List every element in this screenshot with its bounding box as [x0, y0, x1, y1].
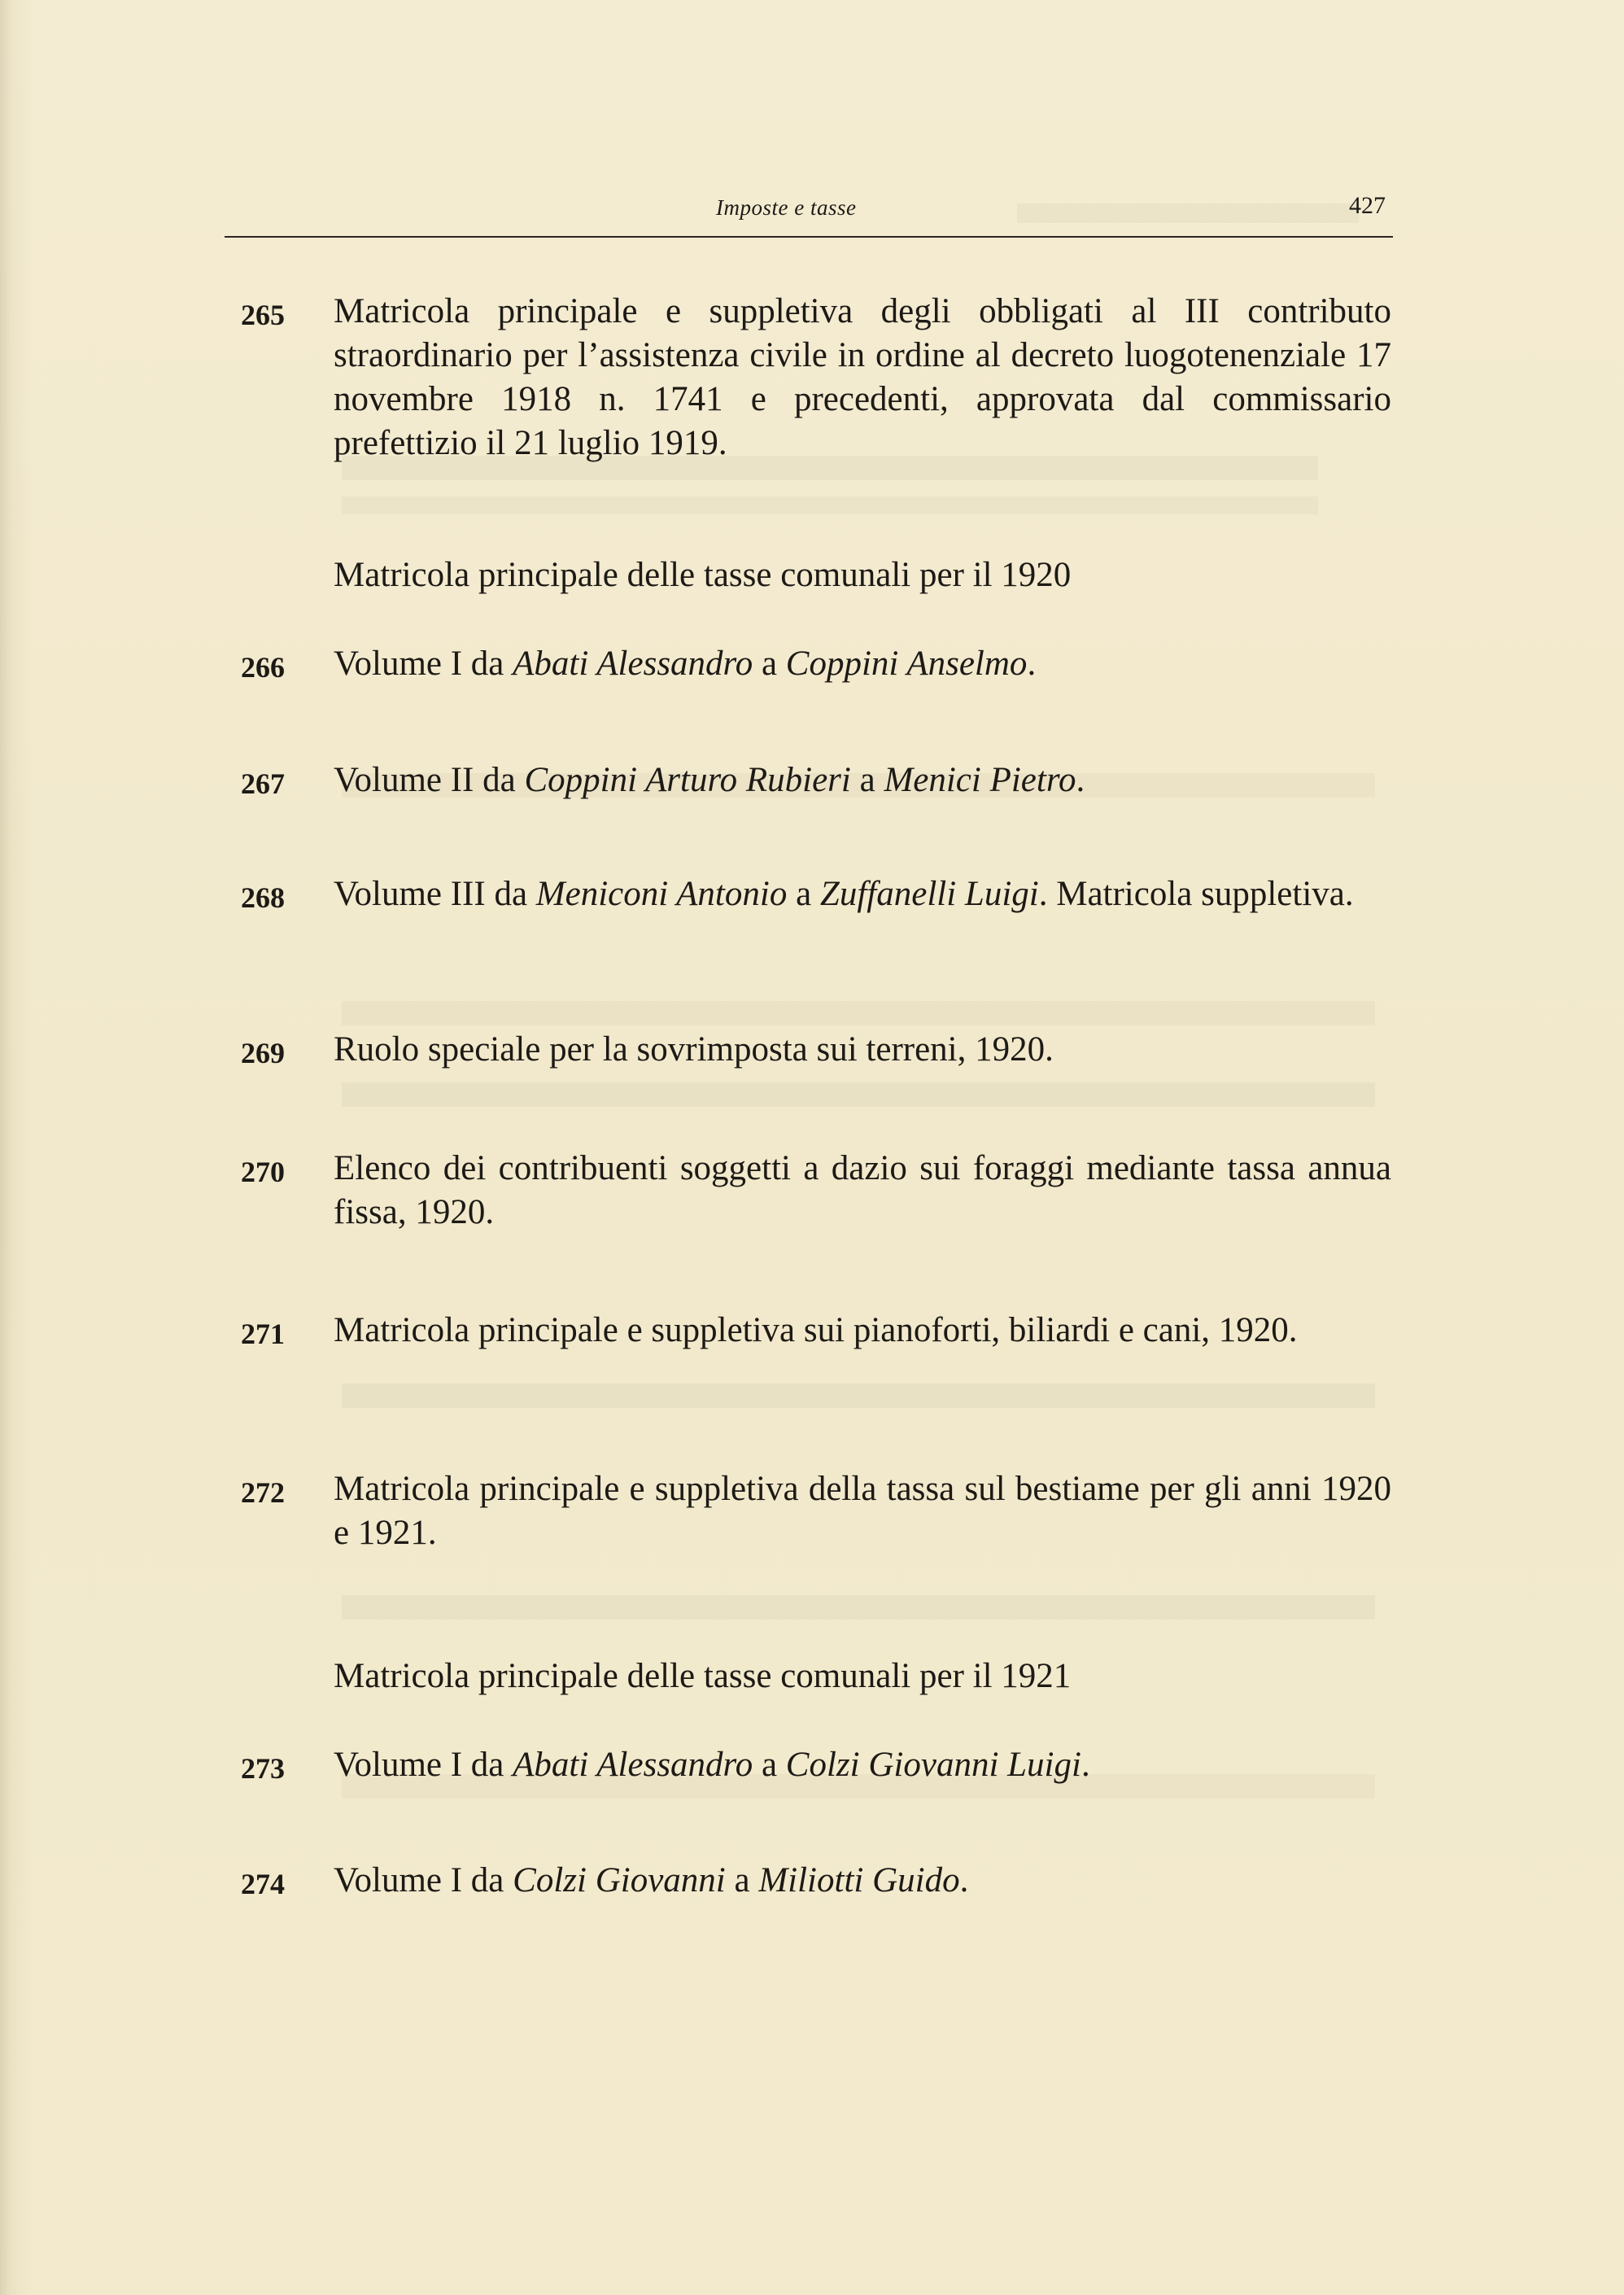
entry-connector: a: [787, 875, 820, 913]
entry-prefix: Volume III da: [334, 875, 536, 913]
entry-from-name: Coppini Arturo Rubieri: [524, 761, 851, 799]
entry-prefix: Volume I da: [334, 645, 513, 683]
page-number: 427: [1349, 192, 1386, 219]
entry-description: [334, 1743, 1391, 1787]
entry-connector: a: [850, 761, 884, 799]
entry-description: Matricola principale e suppletiva degli obbligati al III contributo straordinario per l’assistenza civile in ordine al decreto luogotenenziale 17 novembre 1918 n. 1741 e precedenti, approvata dal commissario prefettizio il 21 luglio 1919.: [334, 292, 1391, 462]
entry-suffix: .: [1027, 645, 1037, 683]
show-through-shadow: [342, 1001, 1375, 1025]
show-through-shadow: [1017, 203, 1359, 223]
entry-to-name: Menici Pietro: [884, 761, 1076, 799]
entry-connector: a: [725, 1861, 759, 1899]
entry-number: 267: [241, 767, 285, 800]
entry-description: [334, 758, 1391, 802]
entry-number: 272: [241, 1476, 285, 1509]
entry-number: 265: [241, 299, 285, 331]
entry-suffix: .: [1076, 761, 1085, 799]
entry-to-name: Colzi Giovanni Luigi: [785, 1746, 1081, 1784]
entry-number: 273: [241, 1752, 285, 1785]
entry-description: Matricola principale e suppletiva della tassa sul bestiame per gli anni 1920 e 1921.: [334, 1470, 1391, 1552]
entry-prefix: Volume I da: [334, 1861, 513, 1899]
entry-suffix: . Matricola suppletiva.: [1038, 875, 1354, 913]
show-through-shadow: [342, 1595, 1375, 1620]
entry-description: Elenco dei contribuenti soggetti a dazio sui foraggi mediante tassa annua fissa, 1920.: [334, 1149, 1391, 1231]
entry-number: 266: [241, 651, 285, 684]
entry-to-name: Coppini Anselmo: [785, 645, 1028, 683]
entry-from-name: Meniconi Antonio: [535, 875, 788, 913]
entry-to-name: Miliotti Guido: [758, 1861, 960, 1899]
section-heading: Matricola principale delle tasse comunali per il 1920: [334, 556, 1072, 594]
entry-prefix: Volume I da: [334, 1746, 513, 1784]
entry-number: 269: [241, 1037, 285, 1069]
entry-prefix: Volume II da: [334, 761, 525, 799]
entry-number: 268: [241, 881, 285, 914]
entry-number: 270: [241, 1156, 285, 1188]
entry-description: [334, 872, 1391, 916]
entry-from-name: Colzi Giovanni: [513, 1861, 726, 1899]
entry-from-name: Abati Alessandro: [513, 1746, 753, 1784]
section-heading: Matricola principale delle tasse comunali per il 1921: [334, 1657, 1072, 1695]
entry-to-name: Zuffanelli Luigi: [819, 875, 1039, 913]
show-through-shadow: [342, 1082, 1375, 1107]
entry-description: Matricola principale e suppletiva sui pianoforti, biliardi e cani, 1920.: [334, 1311, 1298, 1349]
entry-from-name: Abati Alessandro: [513, 645, 753, 683]
entry-connector: a: [753, 1746, 786, 1784]
entry-suffix: .: [959, 1861, 969, 1899]
entry-description: [334, 1859, 1391, 1903]
entry-number: 271: [241, 1318, 285, 1350]
running-header-title: Imposte e tasse: [716, 195, 857, 220]
show-through-shadow: [342, 496, 1318, 514]
entry-connector: a: [753, 645, 786, 683]
entry-description: [334, 642, 1391, 686]
entry-number: 274: [241, 1868, 285, 1900]
show-through-shadow: [342, 1384, 1375, 1408]
entry-suffix: .: [1080, 1746, 1090, 1784]
entry-description: Ruolo speciale per la sovrimposta sui terreni, 1920.: [334, 1030, 1054, 1069]
header-rule: [225, 236, 1393, 238]
